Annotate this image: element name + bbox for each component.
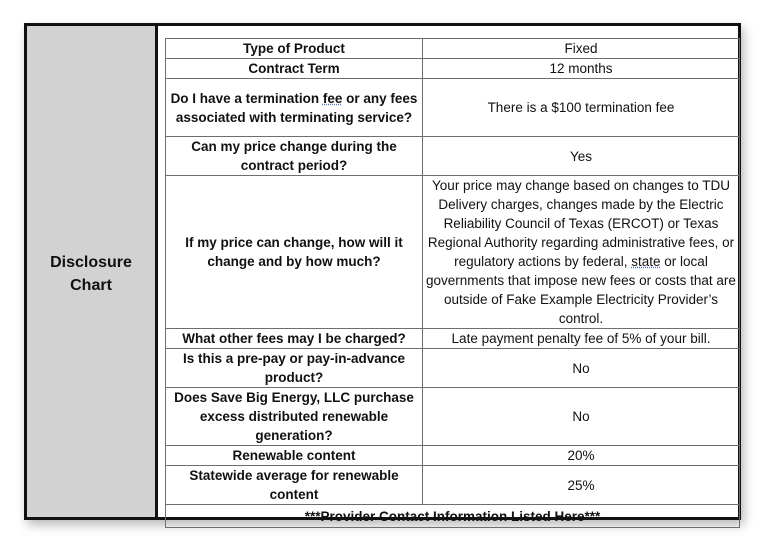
answer-cell: Fixed <box>423 39 740 59</box>
answer-cell <box>423 176 740 329</box>
question-cell <box>166 79 423 137</box>
title-line-2: Chart <box>70 276 112 294</box>
underlined-word: state <box>631 254 661 269</box>
answer-cell: 12 months <box>423 59 740 79</box>
provider-contact-footer: ***Provider Contact Information Listed Here*** <box>166 505 740 528</box>
table-footer-row <box>166 505 740 528</box>
disclosure-chart-title <box>50 251 132 297</box>
question-cell: Renewable content <box>166 446 423 466</box>
table-row <box>166 79 740 137</box>
table-row <box>166 39 740 59</box>
answer-text-post: or local governments that impose new fees or costs that are outside of Fake Example Electricity Provider’s control. <box>426 254 736 326</box>
table-row <box>166 446 740 466</box>
question-cell: What other fees may I be charged? <box>166 329 423 349</box>
answer-cell: No <box>423 388 740 446</box>
answer-cell: 20% <box>423 446 740 466</box>
table-row <box>166 329 740 349</box>
answer-cell: 25% <box>423 466 740 505</box>
disclosure-table <box>165 38 740 528</box>
question-cell: Is this a pre-pay or pay-in-advance product? <box>166 349 423 388</box>
question-text-post: or any fees associated with terminating service? <box>175 90 418 125</box>
answer-cell: Late payment penalty fee of 5% of your bill. <box>423 329 740 349</box>
disclosure-chart-sidebar <box>27 26 158 517</box>
answer-cell: There is a $100 termination fee <box>423 79 740 137</box>
question-cell: Statewide average for renewable content <box>166 466 423 505</box>
underlined-word: fee <box>322 90 343 106</box>
table-row <box>166 349 740 388</box>
table-row <box>166 59 740 79</box>
answer-cell: Yes <box>423 137 740 176</box>
answer-cell: No <box>423 349 740 388</box>
table-row <box>166 176 740 329</box>
answer-text-pre: Your price may change based on changes to TDU Delivery charges, changes made by the Electric Reliability Council of Texas (ERCOT) or Texas Regional Authority regarding administrative fees, or regulatory actions by federal, <box>427 178 735 269</box>
table-row <box>166 137 740 176</box>
title-line-1: Disclosure <box>50 253 132 271</box>
question-cell: Does Save Big Energy, LLC purchase excess distributed renewable generation? <box>166 388 423 446</box>
question-text-pre: Do I have a termination <box>170 90 323 106</box>
question-cell: Type of Product <box>166 39 423 59</box>
question-cell: If my price can change, how will it change and by how much? <box>166 176 423 329</box>
table-row <box>166 466 740 505</box>
question-cell: Can my price change during the contract period? <box>166 137 423 176</box>
table-row <box>166 388 740 446</box>
disclosure-chart-frame <box>24 23 741 524</box>
question-cell: Contract Term <box>166 59 423 79</box>
